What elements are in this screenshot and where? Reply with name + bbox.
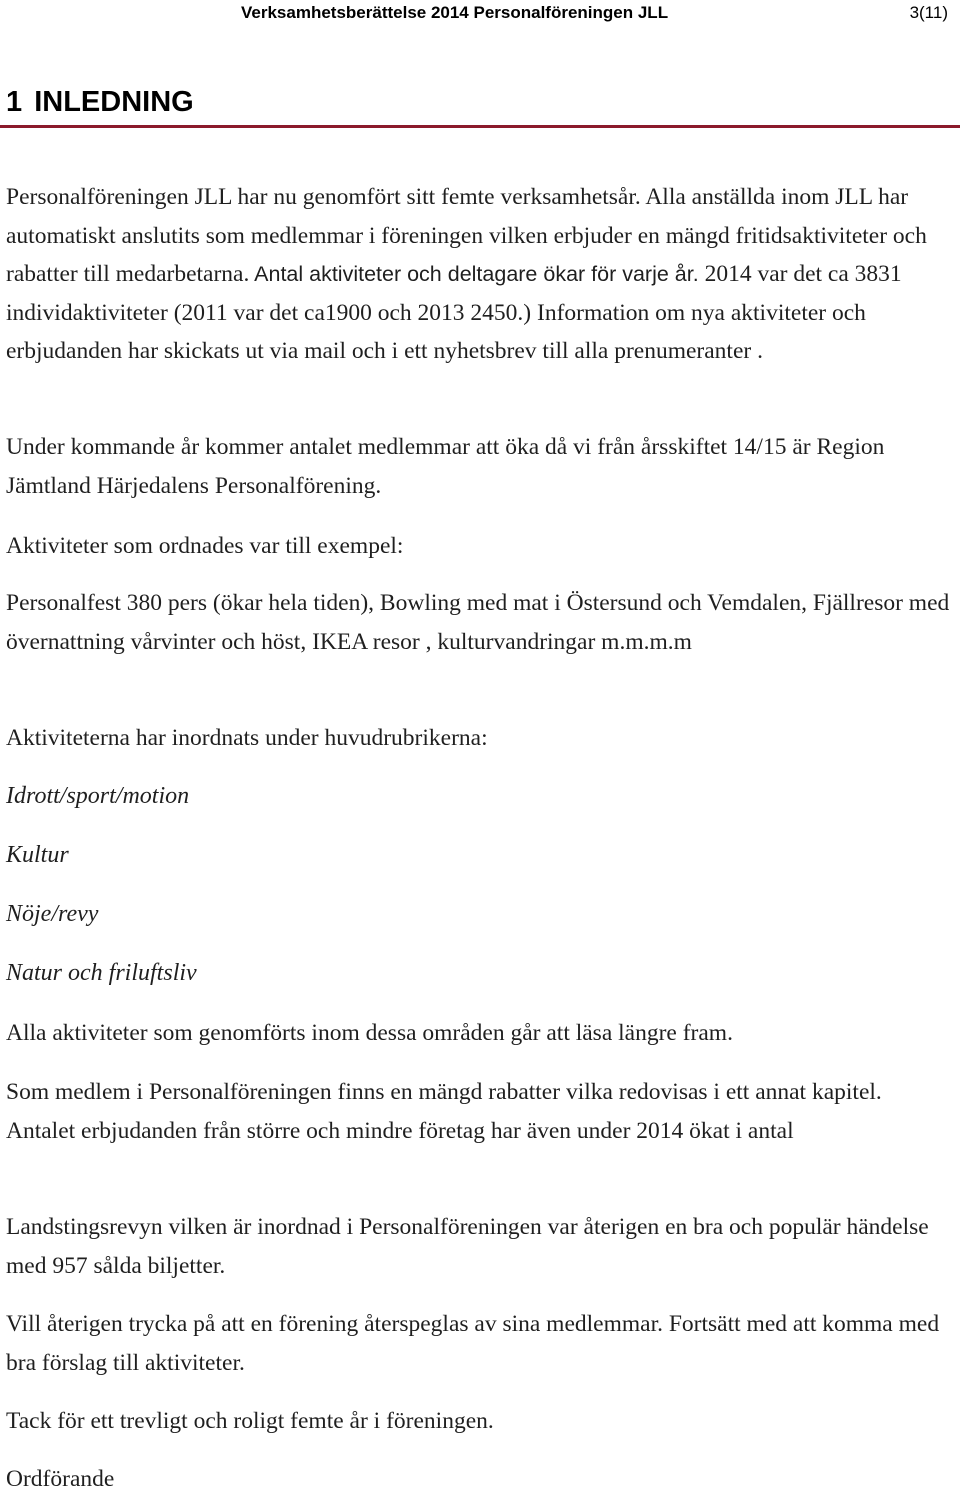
running-header: [0, 0, 948, 26]
page-number: 3(11): [909, 3, 948, 22]
paragraph-read-more: Alla aktiviteter som genomförts inom dessa områden går att läsa längre fram.: [6, 1020, 733, 1046]
paragraph-activities-intro: Aktiviteter som ordnades var till exempel:: [6, 533, 404, 559]
paragraph-intro: [6, 178, 951, 371]
paragraph-categories-intro: Aktiviteterna har inordnats under huvudrubrikerna:: [6, 725, 488, 751]
category-item: Natur och friluftsliv: [6, 960, 197, 986]
paragraph-revue: Landstingsrevyn vilken är inordnad i Personalföreningen var återigen en bra och populär händelse med 957 sålda biljetter.: [6, 1214, 929, 1279]
paragraph-activities-list: Personalfest 380 pers (ökar hela tiden), Bowling med mat i Östersund och Vemdalen, Fjällresor med övernattning vårvinter och höst, IKEA resor , kulturvandringar m.m.m.m: [6, 590, 950, 655]
paragraph-intro-part-2: Antal aktiviteter och deltagare ökar för varje år.: [249, 262, 699, 286]
section-title: INLEDNING: [34, 86, 194, 118]
paragraph-intro-part-3: 2014 var det ca 3831 individaktiviteter (2011 var det ca1900 och 2013 2450.) Information om nya aktiviteter och erbjudanden har skickats ut via mail och i ett nyhetsbrev till alla prenumeranter .: [6, 261, 902, 364]
heading-rule: [0, 125, 960, 128]
section-heading: [6, 84, 194, 120]
category-item: Kultur: [6, 842, 69, 868]
paragraph-intro-part-1: Personalföreningen JLL har nu genomfört sitt femte verksamhetsår. Alla anställda inom JLL har automatiskt anslutits som medlemmar i föreningen vilken erbjuder en mängd fritidsaktiviteter och rabatter till medarbetarna.: [6, 184, 927, 287]
category-item: Idrott/sport/motion: [6, 783, 190, 809]
paragraph-discounts: Som medlem i Personalföreningen finns en mängd rabatter vilka redovisas i ett annat kapitel. Antalet erbjudanden från större och mindre företag har även under 2014 ökat i antal: [6, 1079, 882, 1144]
category-item: Nöje/revy: [6, 901, 99, 927]
paragraph-region: Under kommande år kommer antalet medlemmar att öka då vi från årsskiftet 14/15 är Region Jämtland Härjedalens Personalförening.: [6, 434, 885, 499]
paragraph-thanks: Tack för ett trevligt och roligt femte år i föreningen.: [6, 1408, 494, 1434]
paragraph-members: Vill återigen trycka på att en förening återspeglas av sina medlemmar. Fortsätt med att komma med bra förslag till aktiviteter.: [6, 1311, 940, 1376]
section-number: 1: [6, 86, 23, 118]
signature: Ordförande: [6, 1466, 115, 1492]
document-title: Verksamhetsberättelse 2014 Personalföreningen JLL: [241, 3, 669, 22]
